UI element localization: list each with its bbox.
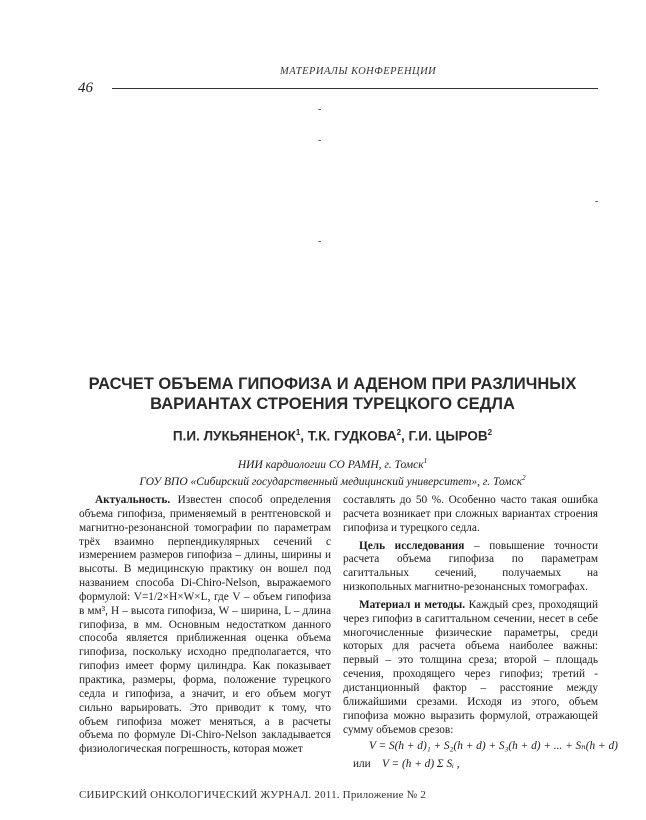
section-heading: Актуальность. bbox=[95, 494, 171, 506]
formula-sum: V = (h + d) Σ Sᵢ , bbox=[382, 758, 460, 771]
authors bbox=[70, 428, 595, 444]
paragraph bbox=[79, 494, 331, 757]
author-name: Г.И. ЦЫРОВ bbox=[408, 428, 488, 444]
author-separator: , bbox=[401, 428, 409, 444]
author-affiliation-mark: 1 bbox=[295, 428, 301, 437]
author-name: Т.К. ГУДКОВА bbox=[307, 428, 397, 444]
affiliation-mark: 2 bbox=[522, 474, 526, 482]
formula-sum-of-slices: V = S(h + d)₁ + S₂(h + d) + S₃(h + d) + ... + Sₙ(h + d) bbox=[369, 740, 618, 753]
dash-mark: - bbox=[318, 236, 322, 247]
paragraph: составлять до 50 %. Особенно часто такая ошибка расчета возникает при сложных вариантах строения гипофиза и турецкого седла. bbox=[343, 494, 598, 534]
dash-mark: - bbox=[318, 135, 322, 146]
affiliation-mark: 1 bbox=[423, 457, 428, 465]
section-heading: Материал и методы. bbox=[359, 598, 466, 611]
paragraph bbox=[343, 540, 598, 595]
dash-mark: - bbox=[318, 104, 322, 115]
affiliation bbox=[70, 457, 595, 471]
article-title bbox=[70, 374, 595, 414]
journal-footer: СИБИРСКИЙ ОНКОЛОГИЧЕСКИЙ ЖУРНАЛ. 2011. Приложение № 2 bbox=[79, 789, 427, 801]
affiliation-text: ГОУ ВПО «Сибирский государственный медицинский университет», г. Томск bbox=[139, 475, 523, 488]
title-line: РАСЧЕТ ОБЪЕМА ГИПОФИЗА И АДЕНОМ ПРИ РАЗЛИЧНЫХ bbox=[88, 375, 577, 393]
running-header: МАТЕРИАЛЫ КОНФЕРЕНЦИИ bbox=[280, 66, 437, 77]
title-line: ВАРИАНТАХ СТРОЕНИЯ ТУРЕЦКОГО СЕДЛА bbox=[150, 395, 515, 413]
page-number: 46 bbox=[78, 80, 93, 96]
formula-or-label: или bbox=[353, 758, 371, 771]
section-heading: Цель исследования bbox=[359, 539, 465, 552]
paragraph-text: – повышение точности расчета объема гипофиза по параметрам сагиттальных сечений, получаемых на низкопольных магнитно-резонансных томографах. bbox=[343, 539, 598, 594]
paragraph bbox=[343, 599, 598, 737]
dash-mark: - bbox=[595, 196, 599, 207]
body-column-left bbox=[79, 494, 331, 757]
body-column-right bbox=[343, 494, 618, 771]
author-name: П.И. ЛУКЬЯНЕНОК bbox=[172, 428, 296, 444]
paragraph-text: Известен способ определения объема гипофиза, применяемый в рентгеновской и магнитно-резонансной томографии по параметрам трёх взаимно перпендикулярных сечений с измерением размеров гипофиза – длины, ширины и высоты. В медицинскую практику он вошел под названием способа Di-Chiro-Nelson, выражаемого формулой: V=1/2×H×W×L, где V – объем гипофиза в мм³, H – высота гипофиза, W – ширина, L – длина гипофиза, в мм. Основным недостатком данного способа является приближенная оценка объема гипофиза, поскольку исходно предполагается, что гипофиз имеет форму цилиндра. Как показывает практика, размеры, форма, положение турецкого седла и гипофиза, а значит, и его объем могут сильно варьировать. Это приводит к тому, что объем гипофиза может меняться, а в расчеты объема по формуле Di-Chiro-Nelson закладывается физиологическая погрешность, которая может bbox=[79, 494, 331, 756]
author-separator: , bbox=[300, 428, 308, 444]
formula-compact bbox=[343, 757, 598, 771]
author-affiliation-mark: 2 bbox=[487, 428, 493, 437]
affiliation-text: НИИ кардиологии СО РАМН, г. Томск bbox=[237, 458, 424, 471]
author-affiliation-mark: 2 bbox=[396, 428, 402, 437]
affiliation bbox=[70, 474, 595, 488]
header-rule bbox=[112, 88, 598, 89]
paragraph-text: Каждый срез, проходящий через гипофиз в сагиттальном сечении, несет в себе многочисленные физические параметры, среди которых для расчета объема наиболее важны: первый – это толщина среза; второй – площадь сечения, проходящего через гипофиз; третий - дистанционный фактор – расстояние между ближайшими срезами. Исходя из этого, объем гипофиза можно выразить формулой, отражающей сумму объемов срезов: bbox=[343, 598, 598, 736]
